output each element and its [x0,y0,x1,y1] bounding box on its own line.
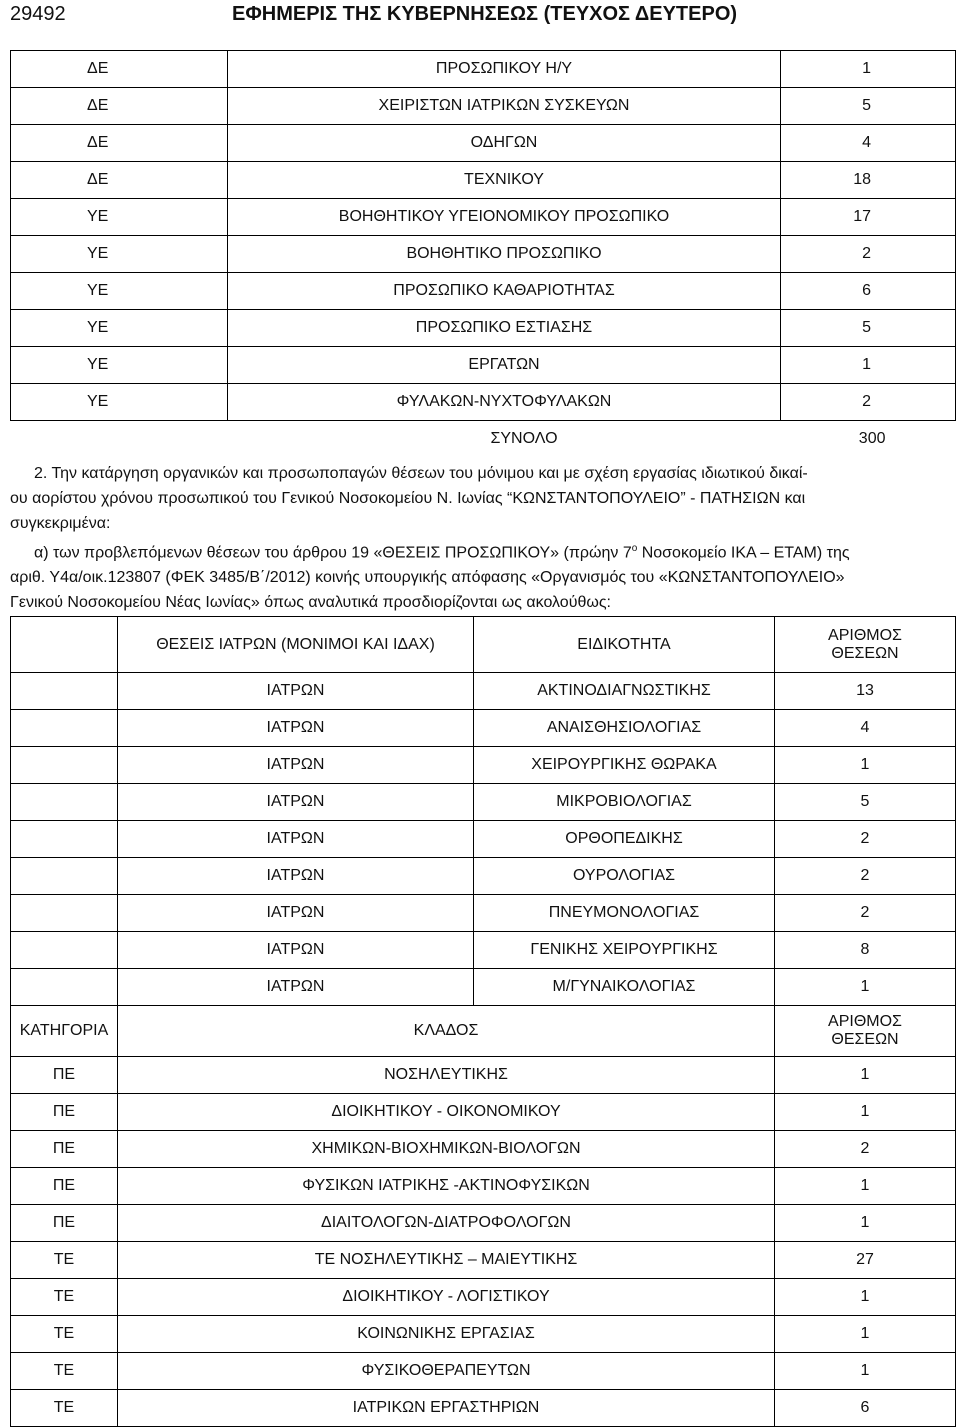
empty-cell [11,821,118,858]
category-cell: ΥΕ [11,199,228,236]
table-row [11,1279,956,1316]
branch-header: ΚΛΑΔΟΣ [118,1006,775,1057]
count-cell: 1 [781,347,956,384]
category-cell: ΠΕ [11,1168,118,1205]
branch-cell: ΦΥΛΑΚΩΝ-ΝΥΧΤΟΦΥΛΑΚΩΝ [228,384,781,421]
table-row [11,1131,956,1168]
table-row [11,1242,956,1279]
count-cell: 1 [775,1094,956,1131]
count-cell: 18 [781,162,956,199]
count-cell: 1 [775,1316,956,1353]
specialty-cell: ΜΙΚΡΟΒΙΟΛΟΓΙΑΣ [474,784,775,821]
category-cell: ΤΕ [11,1353,118,1390]
branch-cell: ΧΗΜΙΚΩΝ-ΒΙΟΧΗΜΙΚΩΝ-ΒΙΟΛΟΓΩΝ [118,1131,775,1168]
category-cell: ΥΕ [11,384,228,421]
specialty-cell: ΧΕΙΡΟΥΡΓΙΚΗΣ ΘΩΡΑΚΑ [474,747,775,784]
count-cell: 1 [775,1057,956,1094]
positions-header: ΘΕΣΕΙΣ ΙΑΤΡΩΝ (ΜΟΝΙΜΟΙ ΚΑΙ ΙΔΑΧ) [118,617,474,673]
branch-cell: ΠΡΟΣΩΠΙΚΟ ΚΑΘΑΡΙΟΤΗΤΑΣ [228,273,781,310]
branch-cell: ΕΡΓΑΤΩΝ [228,347,781,384]
table-row [11,784,956,821]
count-cell: 13 [775,673,956,710]
gazette-title: ΕΦΗΜΕΡΙΣ ΤΗΣ ΚΥΒΕΡΝΗΣΕΩΣ (ΤΕΥΧΟΣ ΔΕΥΤΕΡΟ) [232,3,738,25]
branch-cell: ΙΑΤΡΙΚΩΝ ΕΡΓΑΣΤΗΡΙΩΝ [118,1390,775,1427]
count-cell: 4 [775,710,956,747]
category-cell: ΠΕ [11,1094,118,1131]
paragraph-abolition: 2. Την κατάργηση οργανικών και προσωποπαγών θέσεων του μόνιμου και με σχέση εργασίας ιδιωτικού δικαί- ου αορίστου χρόνου προσωπικού του Γενικού Νοσοκομείου Ν. Ιωνίας “ΚΩΝΣΤΑΝΤΟΠΟΥΛΕΙΟ” - ΠΑΤΗΣΙΩΝ και συγκεκριμένα: [10,465,808,532]
empty-cell [11,895,118,932]
table-row [11,673,956,710]
count-cell: 1 [775,1205,956,1242]
table-row [11,710,956,747]
count-cell: 5 [781,310,956,347]
table-row [11,969,956,1006]
specialty-cell: ΟΡΘΟΠΕΔΙΚΗΣ [474,821,775,858]
table-row [11,1057,956,1094]
staff-count-header: ΑΡΙΘΜΟΣ ΘΕΣΕΩΝ [775,1006,956,1057]
doctor-positions-table [10,616,956,1427]
category-cell: ΥΕ [11,273,228,310]
count-cell: 2 [775,1131,956,1168]
role-cell: ΙΑΤΡΩΝ [118,932,474,969]
empty-cell [11,784,118,821]
count-cell: 6 [781,273,956,310]
table-row [11,162,956,199]
count-cell: 2 [775,895,956,932]
category-cell: ΤΕ [11,1316,118,1353]
count-cell: 27 [775,1242,956,1279]
count-cell: 8 [775,932,956,969]
category-cell: ΤΕ [11,1279,118,1316]
table-row [11,273,956,310]
specialty-cell: ΑΚΤΙΝΟΔΙΑΓΝΩΣΤΙΚΗΣ [474,673,775,710]
specialty-cell: Μ/ΓΥΝΑΙΚΟΛΟΓΙΑΣ [474,969,775,1006]
branch-cell: ΦΥΣΙΚΟΘΕΡΑΠΕΥΤΩΝ [118,1353,775,1390]
category-cell: ΤΕ [11,1390,118,1427]
branch-cell: ΠΡΟΣΩΠΙΚΟ ΕΣΤΙΑΣΗΣ [228,310,781,347]
empty-cell [11,747,118,784]
count-cell: 1 [775,1279,956,1316]
page-number: 29492 [10,3,66,25]
count-cell: 2 [775,858,956,895]
empty-cell [11,710,118,747]
table-row [11,310,956,347]
role-cell: ΙΑΤΡΩΝ [118,969,474,1006]
count-header: ΑΡΙΘΜΟΣ ΘΕΣΕΩΝ [775,617,956,673]
table-row [11,1094,956,1131]
branch-cell: ΔΙΑΙΤΟΛΟΓΩΝ-ΔΙΑΤΡΟΦΟΛΟΓΩΝ [118,1205,775,1242]
count-cell: 1 [775,747,956,784]
total-label: ΣΥΝΟΛΟ [228,421,781,458]
category-cell: ΔΕ [11,162,228,199]
role-cell: ΙΑΤΡΩΝ [118,747,474,784]
category-cell: ΔΕ [11,125,228,162]
branch-cell: ΧΕΙΡΙΣΤΩΝ ΙΑΤΡΙΚΩΝ ΣΥΣΚΕΥΩΝ [228,88,781,125]
table-row [11,1316,956,1353]
role-cell: ΙΑΤΡΩΝ [118,858,474,895]
count-cell: 5 [781,88,956,125]
category-cell: ΠΕ [11,1131,118,1168]
branch-cell: ΤΕΧΝΙΚΟΥ [228,162,781,199]
category-cell: ΥΕ [11,347,228,384]
empty-cell [11,969,118,1006]
table-row [11,1353,956,1390]
table-row [11,895,956,932]
count-cell: 2 [775,821,956,858]
table-row [11,858,956,895]
paragraph-positions: α) των προβλεπόμενων θέσεων του άρθρου 19 «ΘΕΣΕΙΣ ΠΡΟΣΩΠΙΚΟΥ» (πρώην $7^o$ Νοσοκομείο ΙΚΑ – ΕΤΑΜ) της αριθ. Υ4α/οικ.123807 (ΦΕΚ 3485/Β΄/2012) κοινής υπουργικής απόφασης «Οργανισμός του «ΚΩΝΣΤΑΝΤΟΠΟΥΛΕΙΟ» Γενικού Νοσοκομείου Νέας Ιωνίας» όπως αναλυτικά προσδιορίζονται ως ακολούθως: [10,543,850,612]
empty-cell [11,932,118,969]
count-cell: 17 [781,199,956,236]
role-cell: ΙΑΤΡΩΝ [118,821,474,858]
role-cell: ΙΑΤΡΩΝ [118,784,474,821]
table-row [11,88,956,125]
category-cell: ΠΕ [11,1057,118,1094]
count-cell: 4 [781,125,956,162]
table-row [11,747,956,784]
category-cell: ΤΕ [11,1242,118,1279]
branch-cell: ΒΟΗΘΗΤΙΚΟ ΠΡΟΣΩΠΙΚΟ [228,236,781,273]
branch-cell: ΚΟΙΝΩΝΙΚΗΣ ΕΡΓΑΣΙΑΣ [118,1316,775,1353]
table-row [11,125,956,162]
role-cell: ΙΑΤΡΩΝ [118,895,474,932]
table-row [11,384,956,421]
empty-cell [11,858,118,895]
page-header [0,0,960,30]
category-cell: ΔΕ [11,88,228,125]
category-cell: ΥΕ [11,310,228,347]
specialty-cell: ΓΕΝΙΚΗΣ ΧΕΙΡΟΥΡΓΙΚΗΣ [474,932,775,969]
branch-cell: ΝΟΣΗΛΕΥΤΙΚΗΣ [118,1057,775,1094]
count-cell: 1 [775,1168,956,1205]
table-row [11,236,956,273]
table-row [11,51,956,88]
category-cell: ΥΕ [11,236,228,273]
count-cell: 6 [775,1390,956,1427]
specialty-header: ΕΙΔΙΚΟΤΗΤΑ [474,617,775,673]
branch-cell: ΦΥΣΙΚΩΝ ΙΑΤΡΙΚΗΣ -ΑΚΤΙΝΟΦΥΣΙΚΩΝ [118,1168,775,1205]
specialty-cell: ΑΝΑΙΣΘΗΣΙΟΛΟΓΙΑΣ [474,710,775,747]
branch-cell: ΤΕ ΝΟΣΗΛΕΥΤΙΚΗΣ – ΜΑΙΕΥΤΙΚΗΣ [118,1242,775,1279]
total-row [11,421,956,458]
branch-cell: ΟΔΗΓΩΝ [228,125,781,162]
table-row [11,199,956,236]
total-value: 300 [781,421,956,458]
count-cell: 5 [775,784,956,821]
table-row [11,1205,956,1242]
count-cell: 1 [775,1353,956,1390]
count-cell: 1 [775,969,956,1006]
count-cell: 2 [781,384,956,421]
doctors-header-row [11,617,956,673]
table-row [11,1168,956,1205]
specialty-cell: ΟΥΡΟΛΟΓΙΑΣ [474,858,775,895]
count-cell: 1 [781,51,956,88]
category-header: ΚΑΤΗΓΟΡΙΑ [11,1006,118,1057]
branch-cell: ΠΡΟΣΩΠΙΚΟΥ Η/Υ [228,51,781,88]
role-cell: ΙΑΤΡΩΝ [118,673,474,710]
branch-cell: ΒΟΗΘΗΤΙΚΟΥ ΥΓΕΙΟΝΟΜΙΚΟΥ ΠΡΟΣΩΠΙΚΟ [228,199,781,236]
role-cell: ΙΑΤΡΩΝ [118,710,474,747]
table-row [11,347,956,384]
empty-cell [11,673,118,710]
branch-cell: ΔΙΟΙΚΗΤΙΚΟΥ - ΛΟΓΙΣΤΙΚΟΥ [118,1279,775,1316]
table-row [11,932,956,969]
staff-header-row [11,1006,956,1057]
category-cell: ΠΕ [11,1205,118,1242]
staff-positions-table [10,50,956,457]
category-cell: ΔΕ [11,51,228,88]
specialty-cell: ΠΝΕΥΜΟΝΟΛΟΓΙΑΣ [474,895,775,932]
count-cell: 2 [781,236,956,273]
table-row [11,821,956,858]
branch-cell: ΔΙΟΙΚΗΤΙΚΟΥ - ΟΙΚΟΝΟΜΙΚΟΥ [118,1094,775,1131]
